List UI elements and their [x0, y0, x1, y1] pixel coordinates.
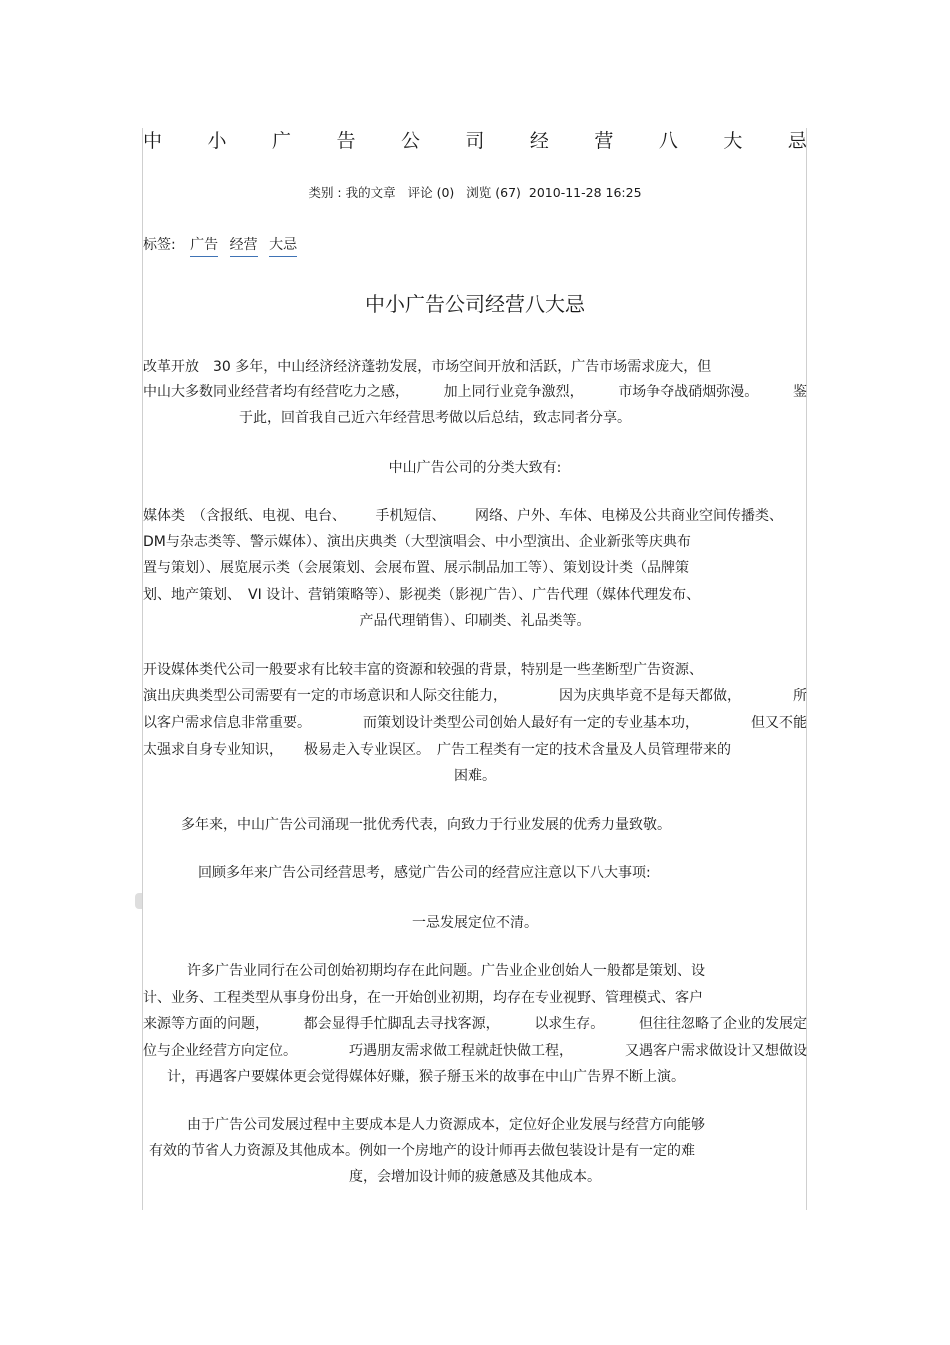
- text-segment: 而策划设计类型公司创始人最好有一定的专业基本功，: [363, 715, 699, 731]
- tag-link[interactable]: 经营: [230, 235, 258, 257]
- body-line: 多年来，中山广告公司涌现一批优秀代表，向致力于行业发展的优秀力量致敬。: [181, 817, 671, 833]
- text-segment: 以求生存。: [534, 1016, 605, 1032]
- body-line: 计，再遇客户要媒体更会觉得媒体好赚，猴子掰玉米的故事在中山广告界不断上演。: [167, 1069, 685, 1085]
- text-segment: 中山大多数同业经营者均有经营吃力之感，: [143, 384, 409, 400]
- body-line: 划、地产策划、 VI 设计、营销策略等）、影视类（影视广告）、广告代理（媒体代理发布、: [143, 587, 701, 603]
- meta-views: 浏览 (67): [466, 185, 521, 200]
- tags-label: 标签:: [143, 237, 176, 253]
- text-segment: 但往往忽略了企业的发展定: [638, 1016, 807, 1032]
- body-line: [143, 713, 807, 733]
- text-segment: 位与企业经营方向定位。: [143, 1043, 297, 1059]
- text-segment: 媒体类 （含报纸、电视、电台、: [143, 508, 346, 524]
- body-line: [143, 506, 783, 526]
- body-line: 有效的节省人力资源及其他成本。例如一个房地产的设计师再去做包装设计是有一定的难: [149, 1143, 695, 1159]
- article-subtitle: 中小广告公司经营八大忌: [365, 292, 585, 316]
- article-title: [143, 128, 807, 154]
- tag-list: [143, 235, 304, 257]
- body-line: [143, 1014, 807, 1034]
- text-segment: 网络、户外、车体、电梯及公共商业空间传播类、: [475, 508, 783, 524]
- meta-datetime: 2010-11-28 16:25: [528, 185, 642, 200]
- title-char: 告: [336, 130, 356, 152]
- tag-link[interactable]: 广告: [190, 235, 218, 257]
- body-line: 于此，回首我自己近六年经营思考做以后总结，致志同者分享。: [239, 410, 631, 426]
- text-segment: 演出庆典类型公司需要有一定的市场意识和人际交往能力，: [143, 688, 507, 704]
- body-line: 中山广告公司的分类大致有:: [388, 460, 562, 476]
- meta-category[interactable]: 类别 : 我的文章: [308, 185, 396, 200]
- body-line: [143, 1041, 807, 1061]
- body-line: 度，会增加设计师的疲惫感及其他成本。: [349, 1169, 601, 1185]
- title-char: 广: [271, 130, 291, 152]
- title-char: 小: [207, 130, 227, 152]
- body-line: 开设媒体类代公司一般要求有比较丰富的资源和较强的背景，特别是一些垄断型广告资源、: [143, 662, 703, 678]
- body-line: 困难。: [454, 768, 496, 784]
- title-char: 经: [529, 130, 549, 152]
- text-segment: 以客户需求信息非常重要。: [143, 715, 311, 731]
- text-segment: 又遇客户需求做设计又想做设: [625, 1043, 807, 1059]
- text-segment: 来源等方面的问题，: [143, 1016, 269, 1032]
- body-line: 许多广告业同行在公司创始初期均存在此问题。广告业企业创始人一般都是策划、设: [187, 963, 705, 979]
- title-char: 忌: [787, 130, 807, 152]
- body-line: 置与策划）、展览展示类（会展策划、会展布置、展示制品加工等）、策划设计类（品牌策: [143, 560, 689, 576]
- title-char: 中: [143, 130, 163, 152]
- body-line: [143, 686, 807, 706]
- text-segment: 鉴: [792, 384, 807, 400]
- title-char: 八: [658, 130, 678, 152]
- title-char: 营: [594, 130, 614, 152]
- side-tab-marker: [135, 893, 142, 909]
- article-meta: [143, 184, 807, 202]
- body-line: 改革开放 30 多年，中山经济经济蓬勃发展，市场空间开放和活跃，广告市场需求庞大，但: [143, 359, 712, 375]
- body-line: [143, 382, 807, 402]
- meta-comments[interactable]: 评论 (0): [407, 185, 455, 200]
- section-heading: 一忌发展定位不清。: [412, 915, 538, 931]
- title-char: 公: [400, 130, 420, 152]
- body-line: 计、业务、工程类型从事身份出身，在一开始创业初期，均存在专业视野、管理模式、客户: [143, 990, 703, 1006]
- body-line: 由于广告公司发展过程中主要成本是人力资源成本，定位好企业发展与经营方向能够: [187, 1117, 705, 1133]
- body-line: 回顾多年来广告公司经营思考，感觉广告公司的经营应注意以下八大事项:: [198, 865, 651, 881]
- title-char: 司: [465, 130, 485, 152]
- text-segment: 市场争夺战硝烟弥漫。: [618, 384, 759, 400]
- body-line: 产品代理销售）、印刷类、礼品类等。: [359, 613, 591, 629]
- text-segment: 但又不能: [751, 715, 807, 731]
- tag-link[interactable]: 大忌: [269, 235, 297, 257]
- text-segment: 所: [793, 688, 807, 704]
- text-segment: 因为庆典毕竟不是每天都做，: [559, 688, 741, 704]
- body-line: DM与杂志类等、警示媒体）、演出庆典类（大型演唱会、中小型演出、企业新张等庆典布: [143, 534, 691, 550]
- text-segment: 都会显得手忙脚乱去寻找客源，: [303, 1016, 500, 1032]
- title-char: 大: [723, 130, 743, 152]
- body-line: 太强求自身专业知识， 极易走入专业误区。 广告工程类有一定的技术含量及人员管理带来的: [143, 742, 731, 758]
- text-segment: 手机短信、: [375, 508, 446, 524]
- text-segment: 加上同行业竞争激烈，: [443, 384, 584, 400]
- text-segment: 巧遇朋友需求做工程就赶快做工程，: [349, 1043, 573, 1059]
